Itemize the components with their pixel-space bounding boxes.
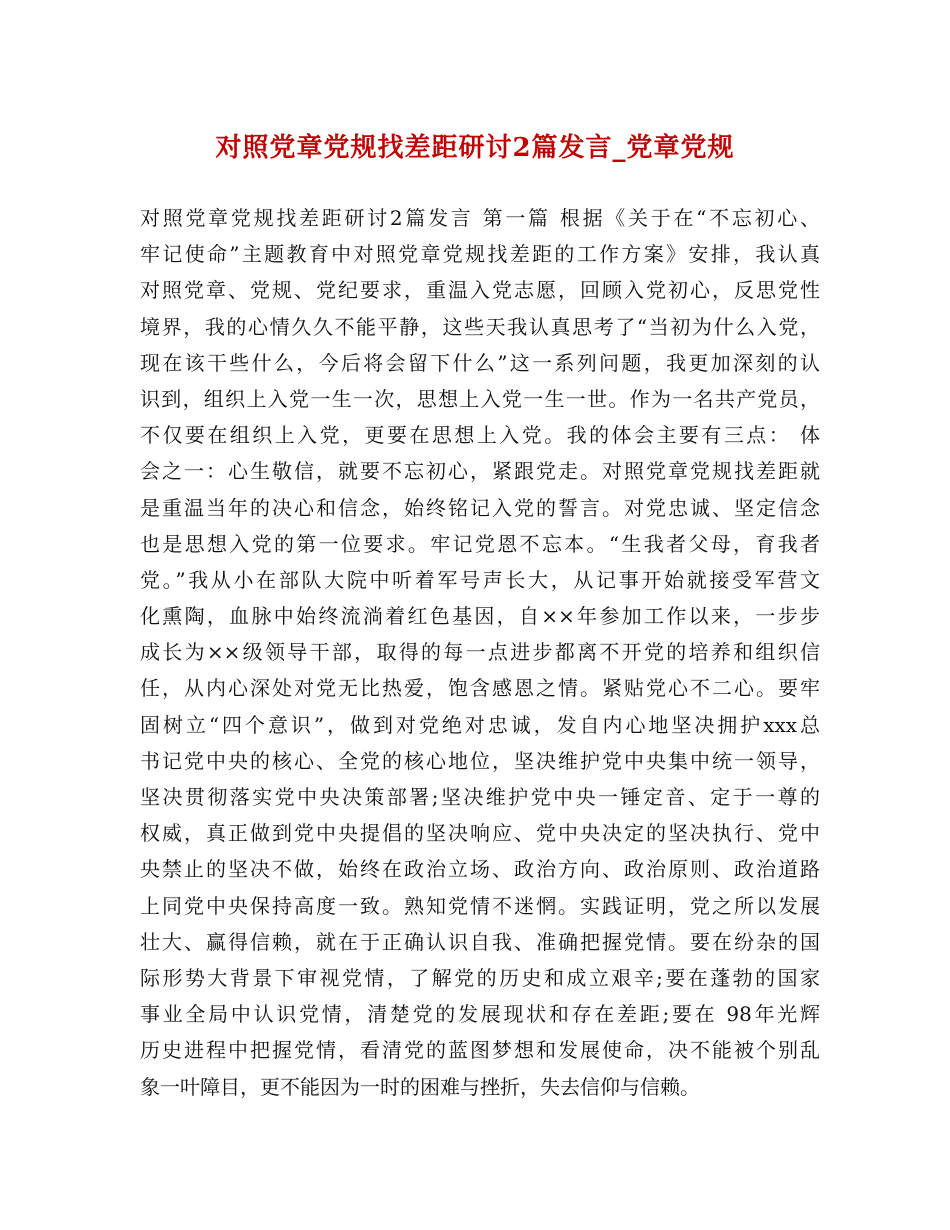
body-line: 坚决贯彻落实党中央决策部署;坚决维护党中央一锤定音、定于一尊的 — [140, 785, 820, 809]
body-line: 不仅要在组织上入党，更要在思想上入党。我的体会主要有三点： 体 — [140, 423, 820, 448]
body-line: 象一叶障目，更不能因为一时的困难与挫折，失去信仰与信赖。 — [140, 1074, 700, 1099]
body-line: 历史进程中把握党情，看清党的蓝图梦想和发展使命，决不能被个别乱 — [140, 1038, 820, 1063]
body-line: 对照党章党规找差距研讨2篇发言 第一篇 根据《关于在“不忘初心、 — [140, 206, 820, 230]
body-line: 境界，我的心情久久不能平静，这些天我认真思考了“当初为什么入党， — [140, 314, 820, 339]
body-line: 上同党中央保持高度一致。熟知党情不迷惘。实践证明，党之所以发展 — [140, 893, 820, 918]
body-line: 是重温当年的决心和信念，始终铭记入党的誓言。对党忠诚、坚定信念 — [140, 495, 820, 520]
document-body — [140, 200, 820, 1105]
body-line: 事业全局中认识党情，清楚党的发展现状和存在差距;要在 98年光辉 — [140, 1002, 820, 1027]
body-line: 成长为××级领导干部，取得的每一点进步都离不开党的培养和组织信 — [140, 640, 820, 665]
body-line: 党。”我从小在部队大院中听着军号声长大，从记事开始就接受军营文 — [140, 567, 820, 592]
body-line: 书记党中央的核心、全党的核心地位，坚决维护党中央集中统一领导， — [140, 748, 820, 773]
body-line: 任，从内心深处对党无比热爱，饱含感恩之情。紧贴党心不二心。要牢 — [140, 676, 820, 701]
body-line: 固树立“四个意识”，做到对党绝对忠诚，发自内心地坚决拥护xxx总 — [140, 712, 820, 737]
body-line: 会之一：心生敬信，就要不忘初心，紧跟党走。对照党章党规找差距就 — [140, 459, 820, 484]
body-line: 化熏陶，血脉中始终流淌着红色基因，自××年参加工作以来，一步步 — [140, 604, 820, 629]
body-line: 壮大、赢得信赖，就在于正确认识自我、准确把握党情。要在纷杂的国 — [140, 929, 820, 954]
body-line: 际形势大背景下审视党情，了解党的历史和成立艰辛;要在蓬勃的国家 — [140, 965, 820, 990]
body-line: 也是思想入党的第一位要求。牢记党恩不忘本。“生我者父母，育我者 — [140, 531, 820, 556]
body-line: 牢记使命”主题教育中对照党章党规找差距的工作方案》安排，我认真 — [140, 242, 820, 267]
body-line: 对照党章、党规、党纪要求，重温入党志愿，回顾入党初心，反思党性 — [140, 278, 820, 303]
body-line: 央禁止的坚决不做，始终在政治立场、政治方向、政治原则、政治道路 — [140, 857, 820, 882]
document-title: 对照党章党规找差距研讨2篇发言_党章党规 — [215, 133, 735, 163]
body-line: 现在该干些什么，今后将会留下什么”这一系列问题，我更加深刻的认 — [140, 350, 820, 375]
body-line: 权威，真正做到党中央提倡的坚决响应、党中央决定的坚决执行、党中 — [140, 821, 820, 846]
body-line: 识到，组织上入党一生一次，思想上入党一生一世。作为一名共产党员， — [140, 386, 820, 411]
